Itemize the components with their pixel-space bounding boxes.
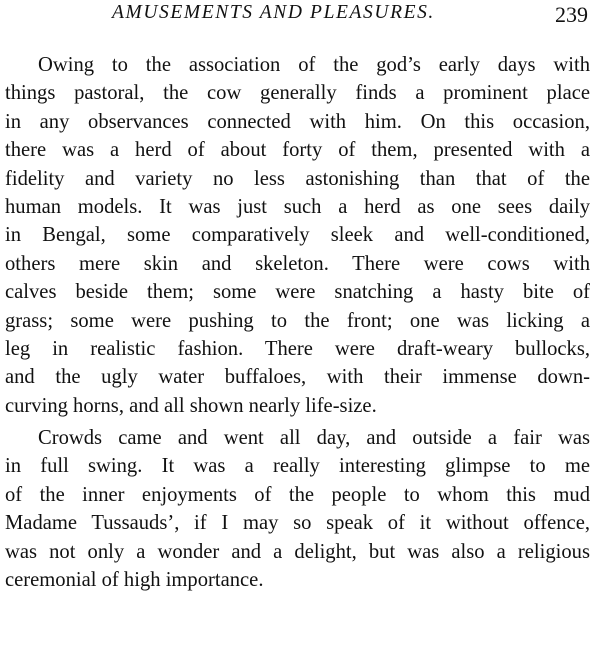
page-number: 239 [555, 2, 588, 27]
running-header [0, 2, 600, 28]
paragraph [5, 51, 590, 420]
text-line: there was a herd of about forty of them, presented with a [5, 139, 590, 162]
text-line: was not only a wonder and a delight, but was also a religious [5, 540, 590, 563]
text-line: calves beside them; some were snatching a hasty bite of [5, 281, 590, 304]
text-line: in any observances connected with him. On this occasion, [5, 110, 590, 133]
paragraph [5, 424, 590, 594]
running-title: AMUSEMENTS AND PLEASURES. [112, 2, 435, 23]
body-text [5, 51, 590, 594]
text-line: Madame Tussauds’, if I may so speak of it without offence, [5, 512, 590, 535]
text-line: in Bengal, some comparatively sleek and well-conditioned, [5, 224, 590, 247]
text-line: others mere skin and skeleton. There were cows with [5, 252, 590, 275]
text-line: fidelity and variety no less astonishing than that of the [5, 167, 590, 190]
text-line: Owing to the association of the god’s early days with [38, 54, 590, 76]
text-line: human models. It was just such a herd as one sees daily [5, 195, 590, 218]
text-line: leg in realistic fashion. There were draft-weary bullocks, [5, 337, 590, 360]
text-line: grass; some were pushing to the front; one was licking a [5, 309, 590, 332]
text-line: and the ugly water buffaloes, with their immense down- [5, 366, 590, 389]
text-line: in full swing. It was a really interesting glimpse to me [5, 455, 590, 478]
text-line: of the inner enjoyments of the people to whom this mud [5, 483, 590, 506]
text-line: Crowds came and went all day, and outside a fair was [38, 427, 590, 450]
text-line: ceremonial of high importance. [5, 569, 264, 592]
text-line: curving horns, and all shown nearly life-size. [5, 394, 377, 417]
text-line: things pastoral, the cow generally finds a prominent place [5, 82, 590, 105]
